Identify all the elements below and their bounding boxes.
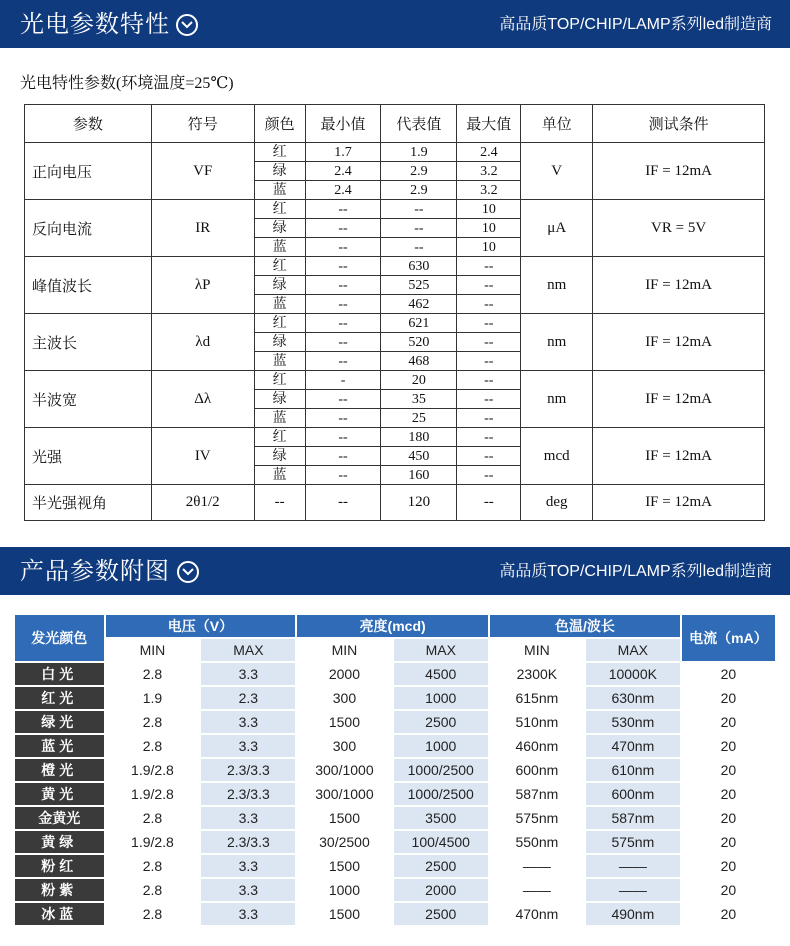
column-header: 最小值 — [305, 105, 381, 143]
column-header: 代表值 — [381, 105, 457, 143]
color-cell: 蓝 — [254, 466, 305, 485]
min-value-cell: -- — [305, 257, 381, 276]
color-cell: 绿 — [254, 162, 305, 181]
color-name-cell: 蓝光 — [15, 735, 104, 757]
min-value-cell: 1.7 — [305, 143, 381, 162]
max-value-cell: -- — [457, 352, 521, 371]
wmin-cell: 575nm — [490, 807, 584, 829]
typical-value-cell: -- — [381, 200, 457, 219]
vmin-cell: 2.8 — [106, 735, 200, 757]
bmax-cell: 2500 — [394, 855, 488, 877]
current-cell: 20 — [682, 783, 775, 805]
bmax-cell: 1000/2500 — [394, 759, 488, 781]
color-name-cell: 金黄光 — [15, 807, 104, 829]
product-params-table — [13, 613, 777, 927]
table-subheader-row — [15, 639, 775, 661]
current-cell: 20 — [682, 879, 775, 901]
table-row — [15, 663, 775, 685]
test-condition-cell: IF = 12mA — [593, 143, 765, 200]
vmin-cell: 2.8 — [106, 855, 200, 877]
typical-value-cell: 20 — [381, 371, 457, 390]
subheader-max: MAX — [394, 639, 488, 661]
wmax-cell: 610nm — [586, 759, 680, 781]
param-name-cell: 峰值波长 — [25, 257, 152, 314]
unit-cell: mcd — [521, 428, 593, 485]
table-row — [25, 314, 765, 333]
typical-value-cell: -- — [381, 219, 457, 238]
bmin-cell: 30/2500 — [297, 831, 391, 853]
color-name-cell: 黄光 — [15, 783, 104, 805]
header-voltage: 电压（V） — [106, 615, 296, 637]
param-name-cell: 光强 — [25, 428, 152, 485]
color-cell: 红 — [254, 143, 305, 162]
table-row — [25, 200, 765, 219]
color-cell: 蓝 — [254, 409, 305, 428]
min-value-cell: -- — [305, 428, 381, 447]
table-header-row — [15, 615, 775, 637]
max-value-cell: -- — [457, 485, 521, 521]
wmax-cell: 530nm — [586, 711, 680, 733]
wmin-cell: 600nm — [490, 759, 584, 781]
color-name-cell: 红光 — [15, 687, 104, 709]
test-condition-cell: IF = 12mA — [593, 428, 765, 485]
table-row — [25, 428, 765, 447]
table-row — [15, 783, 775, 805]
subheader-min: MIN — [106, 639, 200, 661]
min-value-cell: - — [305, 371, 381, 390]
typical-value-cell: 120 — [381, 485, 457, 521]
min-value-cell: -- — [305, 219, 381, 238]
param-name-cell: 反向电流 — [25, 200, 152, 257]
typical-value-cell: 180 — [381, 428, 457, 447]
max-value-cell: -- — [457, 257, 521, 276]
column-header: 测试条件 — [593, 105, 765, 143]
typical-value-cell: 630 — [381, 257, 457, 276]
table-row — [15, 879, 775, 901]
wmax-cell: 470nm — [586, 735, 680, 757]
table-row — [15, 855, 775, 877]
current-cell: 20 — [682, 759, 775, 781]
min-value-cell: 2.4 — [305, 162, 381, 181]
current-cell: 20 — [682, 903, 775, 925]
wmax-cell: 490nm — [586, 903, 680, 925]
max-value-cell: 2.4 — [457, 143, 521, 162]
max-value-cell: -- — [457, 409, 521, 428]
max-value-cell: -- — [457, 466, 521, 485]
max-value-cell: -- — [457, 390, 521, 409]
vmin-cell: 1.9 — [106, 687, 200, 709]
max-value-cell: -- — [457, 428, 521, 447]
typical-value-cell: 25 — [381, 409, 457, 428]
color-cell: 红 — [254, 257, 305, 276]
wmax-cell: —— — [586, 879, 680, 901]
bmin-cell: 1500 — [297, 807, 391, 829]
table-row — [25, 143, 765, 162]
vmin-cell: 1.9/2.8 — [106, 831, 200, 853]
param-name-cell: 主波长 — [25, 314, 152, 371]
min-value-cell: -- — [305, 390, 381, 409]
max-value-cell: 3.2 — [457, 181, 521, 200]
column-header: 单位 — [521, 105, 593, 143]
color-cell: 红 — [254, 200, 305, 219]
bmax-cell: 4500 — [394, 663, 488, 685]
max-value-cell: -- — [457, 314, 521, 333]
color-cell: 红 — [254, 371, 305, 390]
test-condition-cell: IF = 12mA — [593, 257, 765, 314]
column-header: 最大值 — [457, 105, 521, 143]
header-current: 电流（mA） — [682, 615, 775, 661]
color-cell: 蓝 — [254, 352, 305, 371]
current-cell: 20 — [682, 687, 775, 709]
table-row — [15, 807, 775, 829]
bmax-cell: 2500 — [394, 903, 488, 925]
typical-value-cell: 525 — [381, 276, 457, 295]
bmin-cell: 1000 — [297, 879, 391, 901]
unit-cell: V — [521, 143, 593, 200]
current-cell: 20 — [682, 711, 775, 733]
max-value-cell: -- — [457, 276, 521, 295]
symbol-cell: λP — [151, 257, 254, 314]
min-value-cell: -- — [305, 352, 381, 371]
banner-2-title: 产品参数附图 — [20, 557, 170, 585]
typical-value-cell: -- — [381, 238, 457, 257]
vmin-cell: 2.8 — [106, 879, 200, 901]
typical-value-cell: 2.9 — [381, 181, 457, 200]
min-value-cell: -- — [305, 200, 381, 219]
unit-cell: nm — [521, 257, 593, 314]
min-value-cell: -- — [305, 447, 381, 466]
color-cell: -- — [254, 485, 305, 521]
bmin-cell: 1500 — [297, 903, 391, 925]
test-condition-cell: VR = 5V — [593, 200, 765, 257]
bmin-cell: 300 — [297, 687, 391, 709]
banner-2-tagline: 高品质TOP/CHIP/LAMP系列led制造商 — [499, 563, 772, 580]
vmax-cell: 3.3 — [201, 711, 295, 733]
bmax-cell: 2000 — [394, 879, 488, 901]
vmin-cell: 1.9/2.8 — [106, 783, 200, 805]
test-condition-cell: IF = 12mA — [593, 485, 765, 521]
wmin-cell: 587nm — [490, 783, 584, 805]
max-value-cell: 10 — [457, 219, 521, 238]
header-brightness: 亮度(mcd) — [297, 615, 488, 637]
vmin-cell: 2.8 — [106, 711, 200, 733]
min-value-cell: -- — [305, 409, 381, 428]
symbol-cell: IV — [151, 428, 254, 485]
wmax-cell: 10000K — [586, 663, 680, 685]
optoelectronic-params-table — [24, 104, 765, 521]
color-name-cell: 白光 — [15, 663, 104, 685]
typical-value-cell: 450 — [381, 447, 457, 466]
color-name-cell: 冰蓝 — [15, 903, 104, 925]
symbol-cell: VF — [151, 143, 254, 200]
column-header: 颜色 — [254, 105, 305, 143]
unit-cell: nm — [521, 371, 593, 428]
typical-value-cell: 462 — [381, 295, 457, 314]
typical-value-cell: 2.9 — [381, 162, 457, 181]
color-cell: 绿 — [254, 390, 305, 409]
banner-1-tagline: 高品质TOP/CHIP/LAMP系列led制造商 — [499, 16, 772, 33]
typical-value-cell: 520 — [381, 333, 457, 352]
vmax-cell: 3.3 — [201, 663, 295, 685]
vmax-cell: 2.3/3.3 — [201, 831, 295, 853]
subheader-min: MIN — [490, 639, 584, 661]
current-cell: 20 — [682, 807, 775, 829]
max-value-cell: -- — [457, 447, 521, 466]
vmax-cell: 3.3 — [201, 807, 295, 829]
table-row — [15, 759, 775, 781]
max-value-cell: 3.2 — [457, 162, 521, 181]
bmax-cell: 1000/2500 — [394, 783, 488, 805]
bmax-cell: 3500 — [394, 807, 488, 829]
max-value-cell: 10 — [457, 200, 521, 219]
typical-value-cell: 621 — [381, 314, 457, 333]
unit-cell: deg — [521, 485, 593, 521]
symbol-cell: 2θ1/2 — [151, 485, 254, 521]
wmin-cell: 615nm — [490, 687, 584, 709]
min-value-cell: -- — [305, 314, 381, 333]
unit-cell: nm — [521, 314, 593, 371]
min-value-cell: -- — [305, 276, 381, 295]
vmax-cell: 2.3/3.3 — [201, 759, 295, 781]
subheader-max: MAX — [201, 639, 295, 661]
section-banner-1 — [0, 0, 790, 48]
vmax-cell: 3.3 — [201, 855, 295, 877]
wmin-cell: —— — [490, 855, 584, 877]
color-cell: 绿 — [254, 276, 305, 295]
banner-1-title: 光电参数特性 — [20, 10, 170, 38]
color-cell: 红 — [254, 428, 305, 447]
table-row — [15, 687, 775, 709]
bmax-cell: 1000 — [394, 687, 488, 709]
vmax-cell: 3.3 — [201, 735, 295, 757]
color-cell: 红 — [254, 314, 305, 333]
header-wavelength: 色温/波长 — [490, 615, 680, 637]
current-cell: 20 — [682, 663, 775, 685]
bmin-cell: 300/1000 — [297, 783, 391, 805]
symbol-cell: Δλ — [151, 371, 254, 428]
typical-value-cell: 468 — [381, 352, 457, 371]
color-name-cell: 绿光 — [15, 711, 104, 733]
vmax-cell: 2.3 — [201, 687, 295, 709]
min-value-cell: -- — [305, 333, 381, 352]
subheader-max: MAX — [586, 639, 680, 661]
wmin-cell: 2300K — [490, 663, 584, 685]
color-cell: 蓝 — [254, 181, 305, 200]
current-cell: 20 — [682, 735, 775, 757]
color-cell: 绿 — [254, 219, 305, 238]
section-banner-2 — [0, 547, 790, 595]
min-value-cell: 2.4 — [305, 181, 381, 200]
min-value-cell: -- — [305, 466, 381, 485]
vmax-cell: 3.3 — [201, 879, 295, 901]
wmax-cell: 587nm — [586, 807, 680, 829]
table-header-row — [25, 105, 765, 143]
column-header: 参数 — [25, 105, 152, 143]
chevron-down-circle-icon[interactable] — [176, 14, 198, 36]
param-name-cell: 半光强视角 — [25, 485, 152, 521]
min-value-cell: -- — [305, 238, 381, 257]
symbol-cell: IR — [151, 200, 254, 257]
color-name-cell: 粉紫 — [15, 879, 104, 901]
wmin-cell: —— — [490, 879, 584, 901]
wmax-cell: 630nm — [586, 687, 680, 709]
test-condition-cell: IF = 12mA — [593, 371, 765, 428]
wmax-cell: 575nm — [586, 831, 680, 853]
wmin-cell: 510nm — [490, 711, 584, 733]
color-cell: 蓝 — [254, 238, 305, 257]
wmax-cell: 600nm — [586, 783, 680, 805]
typical-value-cell: 1.9 — [381, 143, 457, 162]
symbol-cell: λd — [151, 314, 254, 371]
table-row — [15, 903, 775, 925]
max-value-cell: -- — [457, 333, 521, 352]
table-row — [15, 831, 775, 853]
vmax-cell: 2.3/3.3 — [201, 783, 295, 805]
table-row — [25, 485, 765, 521]
vmax-cell: 3.3 — [201, 903, 295, 925]
current-cell: 20 — [682, 855, 775, 877]
color-cell: 绿 — [254, 333, 305, 352]
bmin-cell: 1500 — [297, 711, 391, 733]
wmax-cell: —— — [586, 855, 680, 877]
typical-value-cell: 35 — [381, 390, 457, 409]
color-cell: 蓝 — [254, 295, 305, 314]
subheader-min: MIN — [297, 639, 391, 661]
wmin-cell: 460nm — [490, 735, 584, 757]
min-value-cell: -- — [305, 485, 381, 521]
color-name-cell: 黄绿 — [15, 831, 104, 853]
wmin-cell: 550nm — [490, 831, 584, 853]
section-1-subtitle: 光电特性参数(环境温度=25℃) — [20, 75, 234, 92]
bmin-cell: 300/1000 — [297, 759, 391, 781]
column-header: 符号 — [151, 105, 254, 143]
header-color: 发光颜色 — [15, 615, 104, 661]
table-row — [25, 371, 765, 390]
table-row — [25, 257, 765, 276]
bmax-cell: 1000 — [394, 735, 488, 757]
param-name-cell: 正向电压 — [25, 143, 152, 200]
test-condition-cell: IF = 12mA — [593, 314, 765, 371]
max-value-cell: -- — [457, 295, 521, 314]
table-row — [15, 735, 775, 757]
vmin-cell: 2.8 — [106, 903, 200, 925]
vmin-cell: 2.8 — [106, 807, 200, 829]
color-name-cell: 粉红 — [15, 855, 104, 877]
color-name-cell: 橙光 — [15, 759, 104, 781]
bmin-cell: 300 — [297, 735, 391, 757]
current-cell: 20 — [682, 831, 775, 853]
vmin-cell: 1.9/2.8 — [106, 759, 200, 781]
bmax-cell: 100/4500 — [394, 831, 488, 853]
bmax-cell: 2500 — [394, 711, 488, 733]
vmin-cell: 2.8 — [106, 663, 200, 685]
bmin-cell: 1500 — [297, 855, 391, 877]
typical-value-cell: 160 — [381, 466, 457, 485]
bmin-cell: 2000 — [297, 663, 391, 685]
max-value-cell: 10 — [457, 238, 521, 257]
param-name-cell: 半波宽 — [25, 371, 152, 428]
wmin-cell: 470nm — [490, 903, 584, 925]
min-value-cell: -- — [305, 295, 381, 314]
table-row — [15, 711, 775, 733]
color-cell: 绿 — [254, 447, 305, 466]
max-value-cell: -- — [457, 371, 521, 390]
unit-cell: μA — [521, 200, 593, 257]
chevron-down-circle-icon[interactable] — [177, 561, 199, 583]
